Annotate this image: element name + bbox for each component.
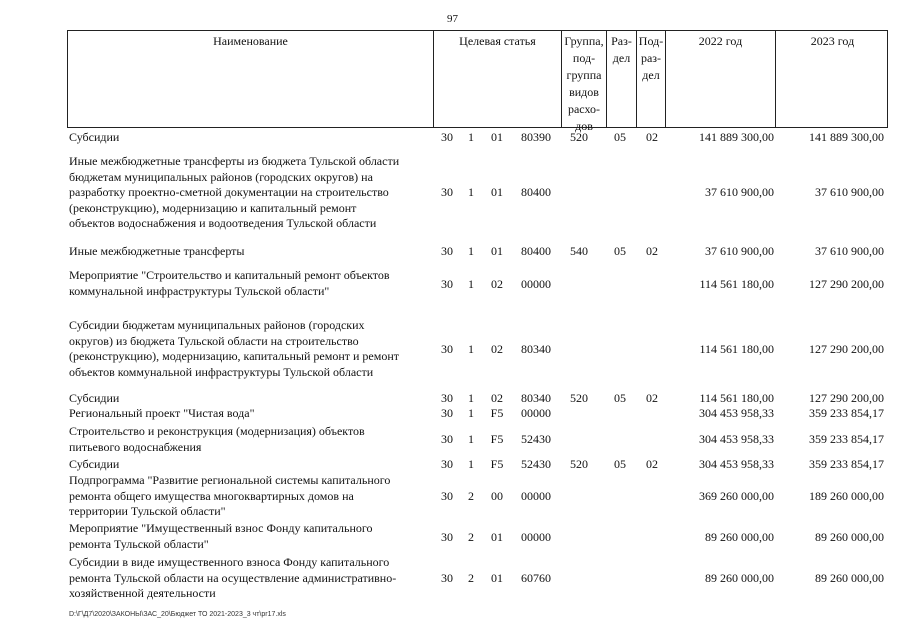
row-group: 520 <box>570 391 588 405</box>
row-code-c: 01 <box>491 244 503 258</box>
row-code-d: 00000 <box>521 489 551 503</box>
row-section: 05 <box>614 457 626 471</box>
row-value-2023: 127 290 200,00 <box>809 391 884 405</box>
row-code-d: 00000 <box>521 277 551 291</box>
row-value-2022: 141 889 300,00 <box>699 130 774 144</box>
row-code-d: 80400 <box>521 244 551 258</box>
row-name: Региональный проект "Чистая вода" <box>69 406 255 420</box>
row-group: 520 <box>570 130 588 144</box>
row-code-c: 01 <box>491 130 503 144</box>
row-value-2022: 89 260 000,00 <box>705 571 774 585</box>
row-value-2023: 141 889 300,00 <box>809 130 884 144</box>
row-code-d: 52430 <box>521 432 551 446</box>
row-value-2023: 127 290 200,00 <box>809 277 884 291</box>
row-value-2023: 37 610 900,00 <box>815 185 884 199</box>
row-code-d: 00000 <box>521 406 551 420</box>
row-code-d: 80390 <box>521 130 551 144</box>
row-value-2022: 114 561 180,00 <box>699 391 774 405</box>
row-group: 540 <box>570 244 588 258</box>
row-group: 520 <box>570 457 588 471</box>
row-value-2023: 359 233 854,17 <box>809 432 884 446</box>
row-code-c: 00 <box>491 489 503 503</box>
row-value-2022: 369 260 000,00 <box>699 489 774 503</box>
row-value-2022: 114 561 180,00 <box>699 277 774 291</box>
row-code-c: 01 <box>491 530 503 544</box>
row-code-b: 1 <box>468 244 474 258</box>
row-code-a: 30 <box>441 571 453 585</box>
row-code-b: 1 <box>468 432 474 446</box>
header-target: Целевая статья <box>433 31 561 127</box>
row-code-d: 00000 <box>521 530 551 544</box>
row-code-c: 02 <box>491 391 503 405</box>
row-value-2022: 37 610 900,00 <box>705 244 774 258</box>
row-value-2022: 304 453 958,33 <box>699 406 774 420</box>
header-subsection: Под- раз- дел <box>636 31 665 127</box>
row-code-d: 80340 <box>521 342 551 356</box>
row-code-d: 60760 <box>521 571 551 585</box>
row-code-c: F5 <box>490 432 504 446</box>
row-code-a: 30 <box>441 530 453 544</box>
row-code-c: F5 <box>490 406 504 420</box>
row-value-2022: 304 453 958,33 <box>699 432 774 446</box>
page-number: 97 <box>447 13 458 25</box>
row-value-2023: 89 260 000,00 <box>815 571 884 585</box>
row-name: Мероприятие "Строительство и капитальный ремонт объектов коммунальной инфраструктуры Тульской области" <box>69 268 390 298</box>
row-subsection: 02 <box>646 391 658 405</box>
row-value-2023: 359 233 854,17 <box>809 406 884 420</box>
row-code-c: F5 <box>490 457 504 471</box>
row-name: Субсидии <box>69 130 120 144</box>
row-code-c: 02 <box>491 342 503 356</box>
row-section: 05 <box>614 130 626 144</box>
row-value-2023: 89 260 000,00 <box>815 530 884 544</box>
row-code-a: 30 <box>441 277 453 291</box>
row-subsection: 02 <box>646 457 658 471</box>
row-value-2023: 37 610 900,00 <box>815 244 884 258</box>
header-2022: 2022 год <box>665 31 775 127</box>
row-code-b: 1 <box>468 406 474 420</box>
row-name: Субсидии <box>69 457 120 471</box>
row-name: Строительство и реконструкция (модернизация) объектов питьевого водоснабжения <box>69 424 365 454</box>
row-code-a: 30 <box>441 432 453 446</box>
row-code-d: 80340 <box>521 391 551 405</box>
row-code-b: 2 <box>468 489 474 503</box>
row-code-a: 30 <box>441 457 453 471</box>
row-value-2022: 37 610 900,00 <box>705 185 774 199</box>
row-code-d: 80400 <box>521 185 551 199</box>
file-path-footer: D:\Г\Д7\2020\ЗАКОНЫ\ЗАС_20\Бюджет ТО 2021-2023_3 чт\pr17.xls <box>69 611 286 618</box>
row-name: Иные межбюджетные трансферты из бюджета Тульской области бюджетам муниципальных районов (городских округов) на разработку проектно-сметной документации на строительство (реконструкцию), модернизацию и капитальный ремонт объектов водоснабжения и водоотведения Тульской области <box>69 154 400 230</box>
row-code-a: 30 <box>441 489 453 503</box>
row-name: Субсидии бюджетам муниципальных районов (городских округов) из бюджета Тульской области на строительство (реконструкцию), модернизацию, капитальный ремонт и ремонт объектов коммунальной инфраструктуры Тульской области <box>69 318 399 379</box>
row-code-a: 30 <box>441 244 453 258</box>
row-value-2022: 89 260 000,00 <box>705 530 774 544</box>
header-section: Раз- дел <box>606 31 636 127</box>
row-code-b: 1 <box>468 130 474 144</box>
row-name: Субсидии в виде имущественного взноса Фонду капитального ремонта Тульской области на осуществление административно- хозяйственной деятельности <box>69 555 397 600</box>
row-code-b: 1 <box>468 277 474 291</box>
row-code-b: 2 <box>468 530 474 544</box>
row-code-a: 30 <box>441 391 453 405</box>
table-header <box>67 30 888 133</box>
row-section: 05 <box>614 244 626 258</box>
row-subsection: 02 <box>646 130 658 144</box>
row-code-d: 52430 <box>521 457 551 471</box>
row-name: Подпрограмма "Развитие региональной системы капитального ремонта общего имущества многоквартирных домов на территории Тульской области" <box>69 473 391 518</box>
row-code-b: 1 <box>468 342 474 356</box>
row-value-2023: 359 233 854,17 <box>809 457 884 471</box>
row-value-2023: 189 260 000,00 <box>809 489 884 503</box>
row-name: Мероприятие "Имущественный взнос Фонду капитального ремонта Тульской области" <box>69 521 373 551</box>
row-subsection: 02 <box>646 244 658 258</box>
header-group: Группа, под- группа видов расхо- дов <box>561 31 606 127</box>
row-code-b: 1 <box>468 391 474 405</box>
row-section: 05 <box>614 391 626 405</box>
row-value-2023: 127 290 200,00 <box>809 342 884 356</box>
row-code-a: 30 <box>441 185 453 199</box>
row-code-a: 30 <box>441 342 453 356</box>
row-code-c: 01 <box>491 185 503 199</box>
row-code-c: 02 <box>491 277 503 291</box>
row-code-b: 2 <box>468 571 474 585</box>
row-code-b: 1 <box>468 457 474 471</box>
row-code-a: 30 <box>441 406 453 420</box>
header-name: Наименование <box>213 34 288 48</box>
row-value-2022: 114 561 180,00 <box>699 342 774 356</box>
row-name: Иные межбюджетные трансферты <box>69 244 245 258</box>
header-2023: 2023 год <box>775 31 889 127</box>
row-value-2022: 304 453 958,33 <box>699 457 774 471</box>
row-code-a: 30 <box>441 130 453 144</box>
row-code-b: 1 <box>468 185 474 199</box>
row-name: Субсидии <box>69 391 120 405</box>
row-code-c: 01 <box>491 571 503 585</box>
